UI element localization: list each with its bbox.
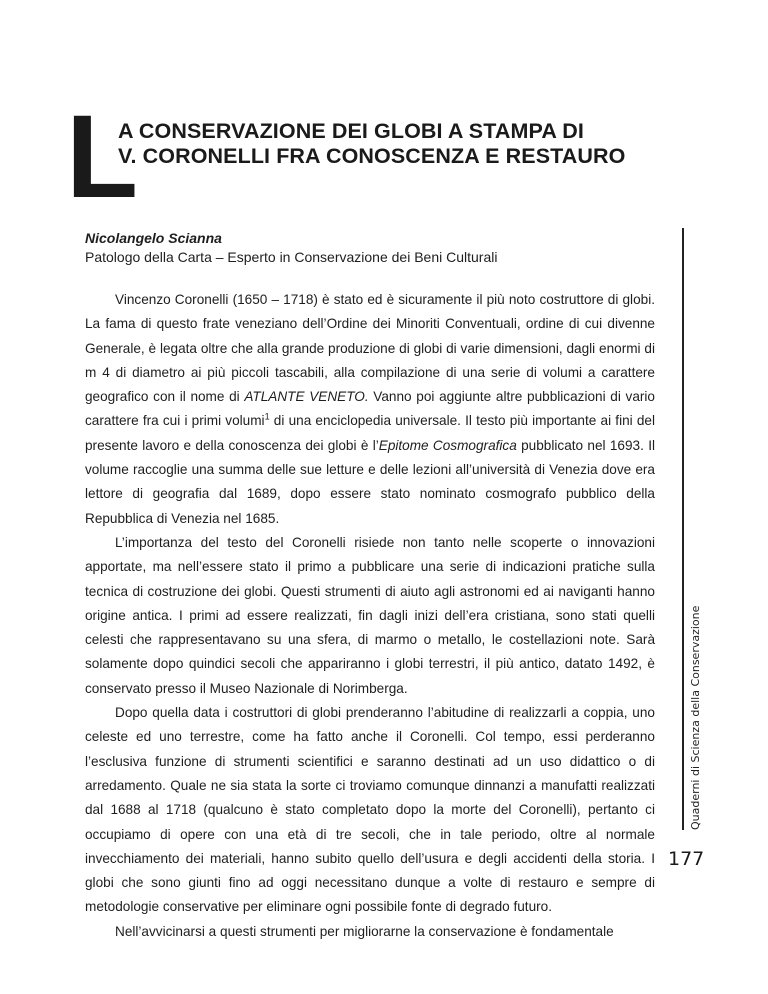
epitome-cosmografica-title: Epitome Cosmografica [378, 437, 517, 453]
footnote-marker[interactable]: 1 [264, 411, 270, 422]
title-line-2: V. CORONELLI FRA CONOSCENZA E RESTAURO [118, 144, 626, 168]
journal-name-vertical: Quaderni di Scienza della Conservazione [689, 605, 702, 830]
author-name: Nicolangelo Scianna [85, 230, 222, 246]
author-affiliation: Patologo della Carta – Esperto in Conservazione dei Beni Culturali [85, 249, 498, 265]
paragraph-1-part-d: pubblicato nel 1693. Il volume raccoglie una summa delle sue letture e delle lezioni all’università di Venezia dove era lettore di geografia dal 1689, dopo essere stato nominato cosmografo pubblico della Repubblica di Venezia nel 1685. [85, 437, 655, 526]
paragraph-2: L’importanza del testo del Coronelli risiede non tanto nelle scoperte o innovazioni apportate, ma nell’essere stato il primo a pubblicare una serie di indicazioni pratiche sulla tecnica di costruzione dei globi. Questi strumenti di aiuto agli astronomi ed ai naviganti hanno origine antica. I primi ad essere realizzati, fin dagli inizi dell’era cristiana, sono stati quelli celesti che rappresentavano su una sfera, di marmo o metallo, le costellazioni note. Sarà solamente dopo quindici secoli che appariranno i globi terrestri, il più antico, datato 1492, è conservato presso il Museo Nazionale di Norimberga. [85, 534, 655, 696]
atlante-veneto-title: ATLANTE VENETO. [244, 389, 369, 405]
title-dropcap: L [66, 91, 139, 223]
paragraph-1-part-a: Vincenzo Coronelli (1650 – 1718) è stato ed è sicuramente il più noto costruttore di globi. La fama di questo frate veneziano dell’Ordine dei Minoriti Conventuali, ordine di cui divenne Generale, è legata oltre che alla grande produzione di globi di varie dimensioni, dagli enormi di m 4 di diametro ai più piccoli tascabili, alla compilazione di una serie di volumi a carattere geografico con il nome di [85, 292, 655, 405]
article-body [85, 288, 655, 944]
page-number: 177 [668, 848, 705, 870]
paragraph-4: Nell’avvicinarsi a questi strumenti per migliorarne la conservazione è fondamentale [115, 923, 614, 939]
vertical-divider [682, 228, 684, 830]
paragraph-1-part-b: Vanno poi aggiunte altre pubblicazioni di vario carattere fra cui i primi volumi [85, 389, 655, 429]
paragraph-1-part-c: di una enciclopedia universale. Il testo più importante ai fini del presente lavoro e della conoscenza dei globi è l’ [85, 413, 655, 453]
title-line-1: A CONSERVAZIONE DEI GLOBI A STAMPA DI [118, 119, 584, 143]
paragraph-3: Dopo quella data i costruttori di globi prenderanno l’abitudine di realizzarli a coppia, uno celeste ed uno terrestre, come ha fatto anche il Coronelli. Col tempo, essi perderanno l’esclusiva funzione di strumenti scientifici e saranno destinati ad un uso didattico o di arredamento. Quale ne sia stata la sorte ci troviamo comunque dinnanzi a manufatti realizzati dal 1688 al 1718 (qualcuno è stato completato dopo la morte del Coronelli), pertanto ci occupiamo di opere con una età di tre secoli, che in tale periodo, oltre al normale invecchiamento dei materiali, hanno subito quello dell’usura e degli accidenti della storia. I globi che sono giunti fino ad oggi necessitano dunque a volte di restauro e sempre di metodologie conservative per eliminare ogni possibile fonte di degrado futuro. [85, 705, 655, 915]
paragraph-1 [85, 288, 655, 531]
article-title [118, 119, 626, 169]
